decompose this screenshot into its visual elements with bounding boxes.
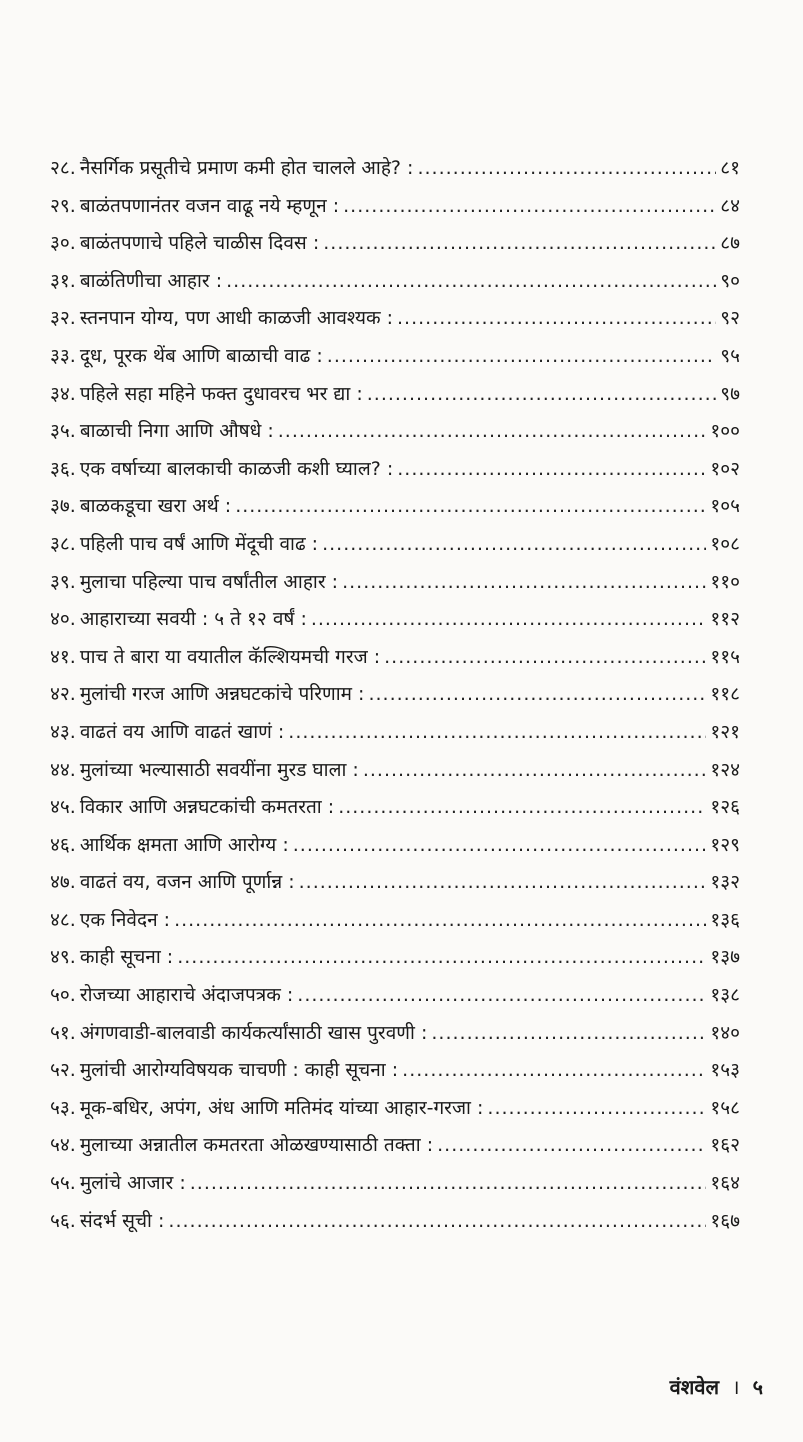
toc-entry-number: ३६. xyxy=(50,457,76,480)
toc-entry-number: २९. xyxy=(50,194,76,217)
dot-leader xyxy=(299,864,707,902)
toc-entry xyxy=(50,1203,740,1241)
footer-page-number: ५ xyxy=(752,1375,763,1399)
toc-entry-number: ४५. xyxy=(50,796,76,819)
toc-entry xyxy=(50,902,740,940)
toc-entry-page: १३२ xyxy=(710,871,740,894)
dot-leader xyxy=(487,1090,706,1128)
toc-entry xyxy=(50,376,740,414)
toc-entry-number: ५६. xyxy=(50,1209,76,1232)
toc-entry-page: ११० xyxy=(710,570,740,593)
toc-entry-title: पहिली पाच वर्षं आणि मेंदूची वाढ : xyxy=(79,532,319,555)
toc-entry-page: १५३ xyxy=(710,1059,740,1082)
dot-leader xyxy=(235,488,706,526)
toc-entry-title: काही सूचना : xyxy=(79,946,174,969)
toc-entry-title: मूक-बधिर, अपंग, अंध आणि मतिमंद यांच्या आहार-गरजा : xyxy=(79,1096,484,1119)
toc-entry xyxy=(50,1015,740,1053)
toc-entry xyxy=(50,1165,740,1203)
toc-entry-title: आर्थिक क्षमता आणि आरोग्य : xyxy=(79,833,289,856)
toc-entry-number: ५२. xyxy=(50,1059,76,1082)
dot-leader xyxy=(278,413,707,451)
dot-leader xyxy=(342,564,706,602)
footer-book-title: वंशवेल xyxy=(669,1375,720,1399)
toc-entry-page: १०० xyxy=(710,420,740,443)
dot-leader xyxy=(190,1165,707,1203)
toc-entry-title: मुलांची गरज आणि अन्नघटकांचे परिणाम : xyxy=(79,683,365,706)
toc-entry-page: ८१ xyxy=(720,157,740,179)
toc-entry xyxy=(50,1090,740,1128)
toc-entry-title: रोजच्या आहाराचे अंदाजपत्रक : xyxy=(79,984,294,1007)
dot-leader xyxy=(397,300,716,338)
toc-entry-page: ११५ xyxy=(710,645,740,668)
toc-entry-page: ९७ xyxy=(720,382,740,405)
toc-entry-page: ११२ xyxy=(710,608,740,631)
toc-entry-page: १६४ xyxy=(710,1172,740,1195)
toc-entry xyxy=(50,827,740,865)
toc-entry xyxy=(50,338,740,376)
dot-leader xyxy=(384,639,706,677)
toc-entry-title: वाढतं वय, वजन आणि पूर्णान्न : xyxy=(79,871,295,894)
toc-entry xyxy=(50,714,740,752)
toc-entry-title: आहाराच्या सवयी : ५ ते १२ वर्षं : xyxy=(79,608,307,631)
toc-entry xyxy=(50,676,740,714)
toc-entry-page: १६२ xyxy=(710,1134,740,1157)
toc-entry-title: मुलाच्या अन्नातील कमतरता ओळखण्यासाठी तक्ता : xyxy=(79,1134,434,1157)
toc-entry-number: ४६. xyxy=(50,833,76,856)
toc-entry-title: पाच ते बारा या वयातील कॅल्शियमची गरज : xyxy=(79,645,381,668)
toc-entry-title: अंगणवाडी-बालवाडी कार्यकर्त्यांसाठी खास पुरवणी : xyxy=(79,1021,428,1044)
toc-entry xyxy=(50,150,740,188)
toc-entry-page: १२१ xyxy=(710,720,740,743)
toc-entry-number: ५०. xyxy=(50,984,76,1007)
dot-leader xyxy=(367,376,717,414)
toc-entry-page: ९२ xyxy=(720,307,740,330)
toc-entry-page: १३८ xyxy=(710,984,740,1007)
dot-leader xyxy=(343,188,716,226)
toc-entry-number: ३८. xyxy=(50,532,76,555)
dot-leader xyxy=(226,263,716,301)
toc-entry-page: ८४ xyxy=(720,194,740,217)
dot-leader xyxy=(368,676,706,714)
toc-entry-title: संदर्भ सूची : xyxy=(79,1209,165,1232)
toc-entry-page: १४० xyxy=(710,1021,740,1044)
toc-entry xyxy=(50,413,740,451)
toc-entry xyxy=(50,789,740,827)
toc-entry-title: पहिले सहा महिने फक्त दुधावरच भर द्या : xyxy=(79,382,363,405)
toc-entry-page: १२६ xyxy=(710,796,740,819)
page-footer xyxy=(670,1373,763,1400)
dot-leader xyxy=(323,225,716,263)
dot-leader xyxy=(168,1203,706,1241)
toc-entry-number: ५३. xyxy=(50,1096,76,1119)
dot-leader xyxy=(431,1015,706,1053)
toc-entry xyxy=(50,225,740,263)
toc-entry-number: ३०. xyxy=(50,232,76,255)
toc-entry-number: ५५. xyxy=(50,1172,76,1195)
toc-entry-page: १०२ xyxy=(710,457,740,480)
toc-entry-number: ३९. xyxy=(50,570,76,593)
dot-leader xyxy=(363,752,707,790)
toc-entry-number: ४०. xyxy=(50,608,76,631)
toc-entry-number: ४३. xyxy=(50,720,76,743)
toc-entry-page: ११८ xyxy=(710,683,740,706)
toc-entry-number: ३५. xyxy=(50,420,76,443)
toc-entry-title: मुलांचे आजार : xyxy=(79,1172,186,1195)
toc-entry-number: ४२. xyxy=(50,683,76,706)
toc-entry xyxy=(50,601,740,639)
toc-entry-page: १२९ xyxy=(710,833,740,856)
toc-entry-number: ४१. xyxy=(50,645,76,668)
dot-leader xyxy=(297,977,706,1015)
toc-entry-number: ३१. xyxy=(50,269,76,292)
toc-entry-number: ३३. xyxy=(50,344,76,367)
toc-entry-title: बाळाची निगा आणि औषधे : xyxy=(79,420,274,443)
toc-entry-title: मुलाचा पहिल्या पाच वर्षांतील आहार : xyxy=(79,570,339,593)
toc-entry xyxy=(50,752,740,790)
toc-entry-title: बाळंतिणीचा आहार : xyxy=(79,269,223,292)
toc-entry-page: ९० xyxy=(720,269,740,292)
toc-entry-title: नैसर्गिक प्रसूतीचे प्रमाण कमी होत चालले आहे? : xyxy=(79,157,414,179)
toc-entry-title: बाळंतपणाचे पहिले चाळीस दिवस : xyxy=(79,232,320,255)
toc-entry-title: दूध, पूरक थेंब आणि बाळाची वाढ : xyxy=(79,344,323,367)
toc-entry xyxy=(50,564,740,602)
toc-entry xyxy=(50,526,740,564)
toc-entry-number: ३२. xyxy=(50,307,76,330)
toc-entry-title: बाळकडूचा खरा अर्थ : xyxy=(79,495,232,518)
toc-entry-page: ९५ xyxy=(720,344,740,367)
toc-entry-number: ४८. xyxy=(50,908,76,931)
dot-leader xyxy=(311,601,707,639)
toc-entry xyxy=(50,1127,740,1165)
toc-entry xyxy=(50,639,740,677)
toc-entry-page: १६७ xyxy=(710,1209,740,1232)
toc-entry-page: १०८ xyxy=(710,532,740,555)
toc-entry-number: ५४. xyxy=(50,1134,76,1157)
toc-entry-page: १३६ xyxy=(710,908,740,931)
toc-entry xyxy=(50,451,740,489)
toc-entry xyxy=(50,939,740,977)
dot-leader xyxy=(397,451,706,489)
dot-leader xyxy=(327,338,716,376)
toc-entry-title: वाढतं वय आणि वाढतं खाणं : xyxy=(79,720,285,743)
toc-entry xyxy=(50,977,740,1015)
toc-entry xyxy=(50,300,740,338)
dot-leader xyxy=(437,1127,706,1165)
toc-entry-number: ४४. xyxy=(50,758,76,781)
toc-entry xyxy=(50,1052,740,1090)
toc-entry-number: ३४. xyxy=(50,382,76,405)
toc-entry xyxy=(50,188,740,226)
dot-leader xyxy=(177,939,706,977)
toc-entry-title: बाळंतपणानंतर वजन वाढू नये म्हणून : xyxy=(79,194,340,217)
toc-entry-page: १०५ xyxy=(710,495,740,518)
dot-leader xyxy=(293,827,707,865)
dot-leader xyxy=(402,1052,706,1090)
toc-entry-page: १५८ xyxy=(710,1096,740,1119)
table-of-contents xyxy=(50,150,740,1240)
toc-entry-number: ३७. xyxy=(50,495,76,518)
dot-leader xyxy=(338,789,706,827)
toc-entry-number: ४९. xyxy=(50,946,76,969)
toc-entry-number: ४७. xyxy=(50,871,76,894)
toc-entry-page: १३७ xyxy=(710,946,740,969)
dot-leader xyxy=(417,150,716,188)
toc-entry xyxy=(50,263,740,301)
toc-entry-number: २८. xyxy=(50,157,76,179)
footer-separator: । xyxy=(732,1375,740,1399)
dot-leader xyxy=(288,714,706,752)
toc-entry-title: स्तनपान योग्य, पण आधी काळजी आवश्यक : xyxy=(79,307,394,330)
toc-entry-title: एक वर्षाच्या बालकाची काळजी कशी घ्याल? : xyxy=(79,457,394,480)
dot-leader xyxy=(174,902,706,940)
toc-entry-title: विकार आणि अन्नघटकांची कमतरता : xyxy=(79,796,335,819)
toc-entry-page: १२४ xyxy=(710,758,740,781)
toc-entry-title: मुलांची आरोग्यविषयक चाचणी : काही सूचना : xyxy=(79,1059,399,1082)
toc-entry-title: मुलांच्या भल्यासाठी सवयींना मुरड घाला : xyxy=(79,758,359,781)
toc-entry-number: ५१. xyxy=(50,1021,76,1044)
toc-entry xyxy=(50,864,740,902)
toc-entry-page: ८७ xyxy=(720,232,740,255)
toc-entry xyxy=(50,488,740,526)
dot-leader xyxy=(322,526,706,564)
toc-entry-title: एक निवेदन : xyxy=(79,908,171,931)
